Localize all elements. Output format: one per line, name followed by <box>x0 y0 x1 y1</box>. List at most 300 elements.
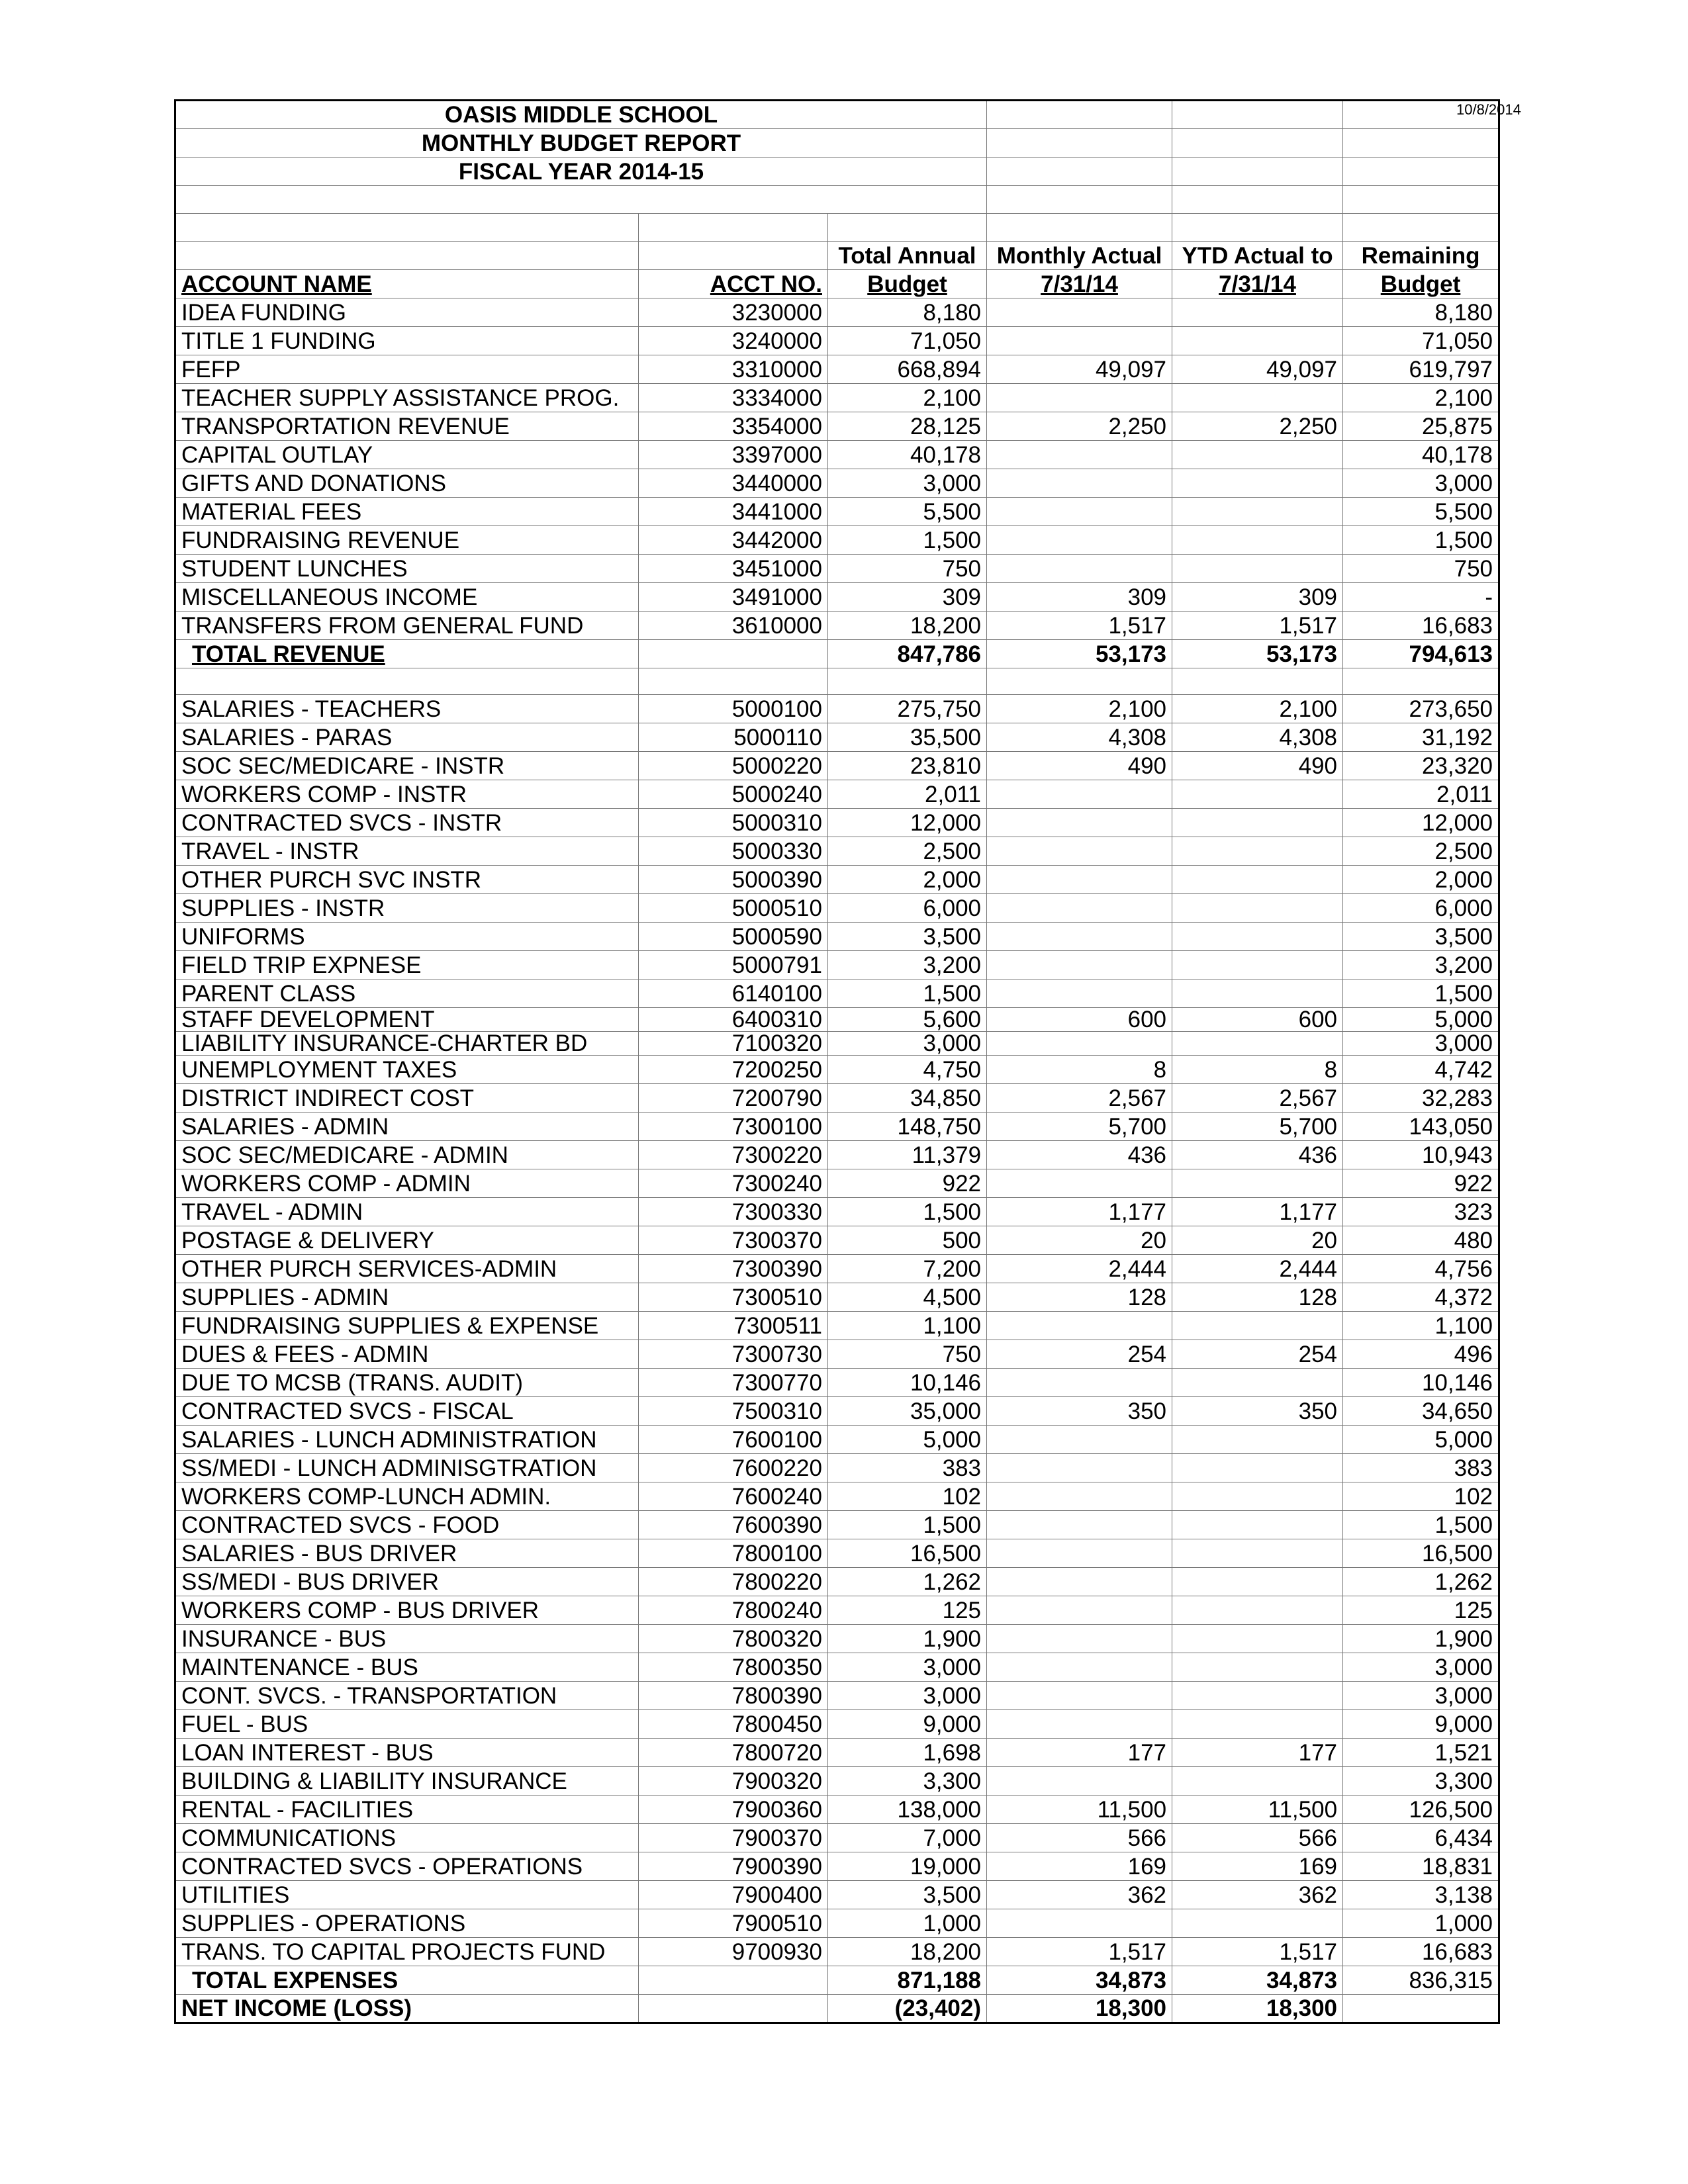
ytd-actual: 436 <box>1172 1141 1343 1169</box>
annual-budget: 19,000 <box>828 1852 987 1881</box>
account-number <box>639 1966 828 1995</box>
table-row <box>175 1169 1499 1198</box>
ytd-actual <box>1172 1568 1343 1596</box>
table-row <box>175 583 1499 612</box>
account-number: 7900390 <box>639 1852 828 1881</box>
table-row <box>175 1796 1499 1824</box>
ytd-actual <box>1172 1369 1343 1397</box>
table-row <box>175 1710 1499 1739</box>
remaining-budget: 922 <box>1343 1169 1499 1198</box>
account-name: SALARIES - ADMIN <box>175 1113 639 1141</box>
monthly-actual <box>987 327 1172 355</box>
account-number: 3397000 <box>639 441 828 469</box>
monthly-actual: 49,097 <box>987 355 1172 384</box>
table-row <box>175 837 1499 866</box>
account-name: CONTRACTED SVCS - FISCAL <box>175 1397 639 1426</box>
annual-budget: 309 <box>828 583 987 612</box>
annual-budget: 125 <box>828 1596 987 1625</box>
ytd-actual: 34,873 <box>1172 1966 1343 1995</box>
account-number: 3610000 <box>639 612 828 640</box>
monthly-actual <box>987 1682 1172 1710</box>
budget-report-table <box>174 99 1500 2024</box>
ytd-actual: 254 <box>1172 1340 1343 1369</box>
account-name: SALARIES - TEACHERS <box>175 695 639 723</box>
monthly-actual <box>987 1454 1172 1482</box>
ytd-actual <box>1172 298 1343 327</box>
monthly-actual <box>987 979 1172 1008</box>
ytd-actual <box>1172 1032 1343 1056</box>
monthly-actual <box>987 1482 1172 1511</box>
remaining-budget: 273,650 <box>1343 695 1499 723</box>
account-name: UNIFORMS <box>175 923 639 951</box>
account-number: 3440000 <box>639 469 828 498</box>
ytd-actual <box>1172 1625 1343 1653</box>
remaining-budget: 2,011 <box>1343 780 1499 809</box>
remaining-budget: 1,262 <box>1343 1568 1499 1596</box>
account-number: 5000240 <box>639 780 828 809</box>
ytd-actual: 53,173 <box>1172 640 1343 668</box>
account-number: 5000330 <box>639 837 828 866</box>
header-account-name: ACCOUNT NAME <box>175 270 639 298</box>
account-name: CONT. SVCS. - TRANSPORTATION <box>175 1682 639 1710</box>
title-row <box>175 129 1499 158</box>
annual-budget: 2,100 <box>828 384 987 412</box>
table-row <box>175 1283 1499 1312</box>
net-income-row <box>175 1995 1499 2023</box>
remaining-budget: 10,146 <box>1343 1369 1499 1397</box>
remaining-budget: 6,000 <box>1343 894 1499 923</box>
table-row <box>175 384 1499 412</box>
table-row <box>175 327 1499 355</box>
ytd-actual <box>1172 1682 1343 1710</box>
remaining-budget: 5,000 <box>1343 1008 1499 1032</box>
remaining-budget: 31,192 <box>1343 723 1499 752</box>
ytd-actual: 4,308 <box>1172 723 1343 752</box>
monthly-actual: 254 <box>987 1340 1172 1369</box>
remaining-budget: 323 <box>1343 1198 1499 1226</box>
monthly-actual: 2,444 <box>987 1255 1172 1283</box>
annual-budget: 4,750 <box>828 1056 987 1084</box>
account-name: WORKERS COMP - INSTR <box>175 780 639 809</box>
account-name: UNEMPLOYMENT TAXES <box>175 1056 639 1084</box>
ytd-actual: 177 <box>1172 1739 1343 1767</box>
annual-budget: 1,262 <box>828 1568 987 1596</box>
account-name: TOTAL REVENUE <box>175 640 639 668</box>
remaining-budget: 619,797 <box>1343 355 1499 384</box>
remaining-budget: 3,000 <box>1343 1032 1499 1056</box>
monthly-actual: 600 <box>987 1008 1172 1032</box>
annual-budget: 28,125 <box>828 412 987 441</box>
remaining-budget: 16,500 <box>1343 1539 1499 1568</box>
monthly-actual: 53,173 <box>987 640 1172 668</box>
ytd-actual <box>1172 894 1343 923</box>
annual-budget: 2,500 <box>828 837 987 866</box>
table-row <box>175 1596 1499 1625</box>
annual-budget: 7,200 <box>828 1255 987 1283</box>
ytd-actual <box>1172 1653 1343 1682</box>
account-number: 3334000 <box>639 384 828 412</box>
remaining-budget: 126,500 <box>1343 1796 1499 1824</box>
account-number: 7300370 <box>639 1226 828 1255</box>
annual-budget: 3,000 <box>828 1653 987 1682</box>
account-name: UTILITIES <box>175 1881 639 1909</box>
annual-budget: 500 <box>828 1226 987 1255</box>
annual-budget: 5,500 <box>828 498 987 526</box>
account-number: 5000510 <box>639 894 828 923</box>
annual-budget: 1,500 <box>828 1198 987 1226</box>
ytd-actual <box>1172 1426 1343 1454</box>
account-number: 7300770 <box>639 1369 828 1397</box>
account-number: 7800100 <box>639 1539 828 1568</box>
monthly-actual <box>987 526 1172 555</box>
ytd-actual <box>1172 1596 1343 1625</box>
annual-budget: (23,402) <box>828 1995 987 2023</box>
account-number: 3442000 <box>639 526 828 555</box>
remaining-budget: 32,283 <box>1343 1084 1499 1113</box>
account-number: 3310000 <box>639 355 828 384</box>
remaining-budget: 143,050 <box>1343 1113 1499 1141</box>
account-name: TRANS. TO CAPITAL PROJECTS FUND <box>175 1938 639 1966</box>
table-row <box>175 469 1499 498</box>
remaining-budget: 5,000 <box>1343 1426 1499 1454</box>
account-name: DUES & FEES - ADMIN <box>175 1340 639 1369</box>
monthly-actual: 8 <box>987 1056 1172 1084</box>
monthly-actual: 490 <box>987 752 1172 780</box>
table-row <box>175 555 1499 583</box>
remaining-budget: 1,500 <box>1343 526 1499 555</box>
annual-budget: 34,850 <box>828 1084 987 1113</box>
monthly-actual: 18,300 <box>987 1995 1172 2023</box>
account-number: 6140100 <box>639 979 828 1008</box>
monthly-actual: 362 <box>987 1881 1172 1909</box>
account-number: 7800450 <box>639 1710 828 1739</box>
account-name: LIABILITY INSURANCE-CHARTER BD <box>175 1032 639 1056</box>
monthly-actual <box>987 1596 1172 1625</box>
account-name: MAINTENANCE - BUS <box>175 1653 639 1682</box>
annual-budget: 1,500 <box>828 1511 987 1539</box>
annual-budget: 383 <box>828 1454 987 1482</box>
account-name: TITLE 1 FUNDING <box>175 327 639 355</box>
table-row <box>175 1824 1499 1852</box>
table-row <box>175 1568 1499 1596</box>
table-row <box>175 809 1499 837</box>
account-name: MISCELLANEOUS INCOME <box>175 583 639 612</box>
monthly-actual: 20 <box>987 1226 1172 1255</box>
annual-budget: 3,500 <box>828 1881 987 1909</box>
annual-budget: 12,000 <box>828 809 987 837</box>
monthly-actual <box>987 1710 1172 1739</box>
remaining-budget <box>1343 668 1499 695</box>
account-name: OTHER PURCH SVC INSTR <box>175 866 639 894</box>
account-name: CONTRACTED SVCS - OPERATIONS <box>175 1852 639 1881</box>
table-row <box>175 1056 1499 1084</box>
annual-budget: 148,750 <box>828 1113 987 1141</box>
monthly-actual <box>987 469 1172 498</box>
account-name: SOC SEC/MEDICARE - INSTR <box>175 752 639 780</box>
monthly-actual <box>987 923 1172 951</box>
table-row <box>175 979 1499 1008</box>
ytd-actual <box>1172 923 1343 951</box>
account-name: SS/MEDI - BUS DRIVER <box>175 1568 639 1596</box>
account-number: 3230000 <box>639 298 828 327</box>
account-name: WORKERS COMP-LUNCH ADMIN. <box>175 1482 639 1511</box>
header-ytd: YTD Actual to <box>1172 242 1343 270</box>
annual-budget: 23,810 <box>828 752 987 780</box>
ytd-actual: 1,177 <box>1172 1198 1343 1226</box>
header-ytd-date: 7/31/14 <box>1172 270 1343 298</box>
account-name: FUNDRAISING SUPPLIES & EXPENSE <box>175 1312 639 1340</box>
annual-budget: 7,000 <box>828 1824 987 1852</box>
account-number: 7800390 <box>639 1682 828 1710</box>
account-number: 7800320 <box>639 1625 828 1653</box>
account-number: 7900510 <box>639 1909 828 1938</box>
ytd-actual <box>1172 1767 1343 1796</box>
monthly-actual: 309 <box>987 583 1172 612</box>
annual-budget: 138,000 <box>828 1796 987 1824</box>
header-row <box>175 270 1499 298</box>
table-row <box>175 1739 1499 1767</box>
table-row <box>175 1653 1499 1682</box>
annual-budget <box>828 668 987 695</box>
ytd-actual <box>1172 441 1343 469</box>
remaining-budget: 836,315 <box>1343 1966 1499 1995</box>
monthly-actual <box>987 1426 1172 1454</box>
table-row <box>175 355 1499 384</box>
annual-budget: 1,500 <box>828 979 987 1008</box>
table-row <box>175 1852 1499 1881</box>
annual-budget: 750 <box>828 555 987 583</box>
account-name: NET INCOME (LOSS) <box>175 1995 639 2023</box>
account-number: 7900370 <box>639 1824 828 1852</box>
annual-budget: 668,894 <box>828 355 987 384</box>
ytd-actual: 2,100 <box>1172 695 1343 723</box>
account-number: 9700930 <box>639 1938 828 1966</box>
annual-budget: 11,379 <box>828 1141 987 1169</box>
account-name: BUILDING & LIABILITY INSURANCE <box>175 1767 639 1796</box>
account-number <box>639 668 828 695</box>
monthly-actual <box>987 780 1172 809</box>
monthly-actual <box>987 1312 1172 1340</box>
remaining-budget: 4,756 <box>1343 1255 1499 1283</box>
annual-budget: 1,000 <box>828 1909 987 1938</box>
account-number: 7100320 <box>639 1032 828 1056</box>
ytd-actual <box>1172 780 1343 809</box>
account-name: TEACHER SUPPLY ASSISTANCE PROG. <box>175 384 639 412</box>
account-name: SUPPLIES - ADMIN <box>175 1283 639 1312</box>
monthly-actual <box>987 441 1172 469</box>
table-row <box>175 951 1499 979</box>
account-name: INSURANCE - BUS <box>175 1625 639 1653</box>
remaining-budget: 3,138 <box>1343 1881 1499 1909</box>
account-name: IDEA FUNDING <box>175 298 639 327</box>
table-row <box>175 1426 1499 1454</box>
ytd-actual <box>1172 1482 1343 1511</box>
account-name: SOC SEC/MEDICARE - ADMIN <box>175 1141 639 1169</box>
annual-budget: 18,200 <box>828 1938 987 1966</box>
account-number: 7800240 <box>639 1596 828 1625</box>
ytd-actual <box>1172 951 1343 979</box>
account-number: 7300330 <box>639 1198 828 1226</box>
remaining-budget: 34,650 <box>1343 1397 1499 1426</box>
account-name: LOAN INTEREST - BUS <box>175 1739 639 1767</box>
account-name: CONTRACTED SVCS - FOOD <box>175 1511 639 1539</box>
monthly-actual <box>987 1032 1172 1056</box>
annual-budget: 750 <box>828 1340 987 1369</box>
table-row <box>175 441 1499 469</box>
monthly-actual: 169 <box>987 1852 1172 1881</box>
annual-budget: 275,750 <box>828 695 987 723</box>
remaining-budget: 9,000 <box>1343 1710 1499 1739</box>
monthly-actual <box>987 894 1172 923</box>
remaining-budget: 794,613 <box>1343 640 1499 668</box>
account-name: RENTAL - FACILITIES <box>175 1796 639 1824</box>
account-number: 5000220 <box>639 752 828 780</box>
monthly-actual: 1,517 <box>987 1938 1172 1966</box>
monthly-actual: 2,100 <box>987 695 1172 723</box>
total-revenue-row <box>175 640 1499 668</box>
ytd-actual <box>1172 555 1343 583</box>
table-row <box>175 612 1499 640</box>
remaining-budget: 1,500 <box>1343 1511 1499 1539</box>
annual-budget: 3,000 <box>828 1682 987 1710</box>
remaining-budget: 71,050 <box>1343 327 1499 355</box>
monthly-actual: 128 <box>987 1283 1172 1312</box>
account-name: CAPITAL OUTLAY <box>175 441 639 469</box>
account-name: TOTAL EXPENSES <box>175 1966 639 1995</box>
table-row <box>175 780 1499 809</box>
ytd-actual: 309 <box>1172 583 1343 612</box>
account-number: 5000791 <box>639 951 828 979</box>
report-date: 10/8/2014 <box>1456 101 1521 118</box>
account-name: WORKERS COMP - BUS DRIVER <box>175 1596 639 1625</box>
monthly-actual <box>987 1369 1172 1397</box>
annual-budget: 35,000 <box>828 1397 987 1426</box>
title-row <box>175 158 1499 186</box>
table-row <box>175 1312 1499 1340</box>
ytd-actual: 1,517 <box>1172 612 1343 640</box>
account-name: SALARIES - PARAS <box>175 723 639 752</box>
table-row <box>175 695 1499 723</box>
remaining-budget: 3,300 <box>1343 1767 1499 1796</box>
ytd-actual <box>1172 1454 1343 1482</box>
account-number: 7900360 <box>639 1796 828 1824</box>
account-name: FUNDRAISING REVENUE <box>175 526 639 555</box>
annual-budget: 3,000 <box>828 469 987 498</box>
account-number: 5000390 <box>639 866 828 894</box>
report-title: MONTHLY BUDGET REPORT <box>175 129 987 158</box>
ytd-actual <box>1172 469 1343 498</box>
annual-budget: 71,050 <box>828 327 987 355</box>
ytd-actual: 566 <box>1172 1824 1343 1852</box>
remaining-budget: 8,180 <box>1343 298 1499 327</box>
account-number: 7600220 <box>639 1454 828 1482</box>
remaining-budget: 496 <box>1343 1340 1499 1369</box>
header-acct-no: ACCT NO. <box>639 270 828 298</box>
annual-budget: 40,178 <box>828 441 987 469</box>
account-name: MATERIAL FEES <box>175 498 639 526</box>
ytd-actual: 5,700 <box>1172 1113 1343 1141</box>
remaining-budget: 125 <box>1343 1596 1499 1625</box>
annual-budget: 3,300 <box>828 1767 987 1796</box>
annual-budget: 8,180 <box>828 298 987 327</box>
ytd-actual <box>1172 1909 1343 1938</box>
table-row <box>175 723 1499 752</box>
annual-budget: 922 <box>828 1169 987 1198</box>
table-row <box>175 1032 1499 1056</box>
annual-budget: 1,900 <box>828 1625 987 1653</box>
monthly-actual: 1,517 <box>987 612 1172 640</box>
account-name: FEFP <box>175 355 639 384</box>
ytd-actual <box>1172 1710 1343 1739</box>
header-monthly-date: 7/31/14 <box>987 270 1172 298</box>
monthly-actual: 436 <box>987 1141 1172 1169</box>
remaining-budget: 3,500 <box>1343 923 1499 951</box>
remaining-budget: 10,943 <box>1343 1141 1499 1169</box>
ytd-actual <box>1172 668 1343 695</box>
account-name: GIFTS AND DONATIONS <box>175 469 639 498</box>
table-row <box>175 1084 1499 1113</box>
monthly-actual <box>987 1539 1172 1568</box>
ytd-actual <box>1172 1169 1343 1198</box>
account-number: 7300390 <box>639 1255 828 1283</box>
account-number: 3441000 <box>639 498 828 526</box>
account-number: 7200250 <box>639 1056 828 1084</box>
monthly-actual <box>987 555 1172 583</box>
remaining-budget: 1,521 <box>1343 1739 1499 1767</box>
table-row <box>175 1909 1499 1938</box>
monthly-actual: 4,308 <box>987 723 1172 752</box>
annual-budget: 10,146 <box>828 1369 987 1397</box>
monthly-actual <box>987 1653 1172 1682</box>
account-name: PARENT CLASS <box>175 979 639 1008</box>
account-number <box>639 640 828 668</box>
account-number: 7200790 <box>639 1084 828 1113</box>
account-name: SUPPLIES - INSTR <box>175 894 639 923</box>
table-row <box>175 1539 1499 1568</box>
remaining-budget: 16,683 <box>1343 612 1499 640</box>
title-row <box>175 101 1499 129</box>
ytd-actual: 20 <box>1172 1226 1343 1255</box>
account-name: TRAVEL - INSTR <box>175 837 639 866</box>
remaining-budget: 12,000 <box>1343 809 1499 837</box>
table-row <box>175 894 1499 923</box>
remaining-budget: 1,500 <box>1343 979 1499 1008</box>
ytd-actual: 362 <box>1172 1881 1343 1909</box>
table-row <box>175 1511 1499 1539</box>
remaining-budget: 383 <box>1343 1454 1499 1482</box>
monthly-actual <box>987 837 1172 866</box>
annual-budget: 9,000 <box>828 1710 987 1739</box>
ytd-actual <box>1172 866 1343 894</box>
remaining-budget: 40,178 <box>1343 441 1499 469</box>
table-row <box>175 526 1499 555</box>
remaining-budget: 3,000 <box>1343 1682 1499 1710</box>
header-remaining-sub: Budget <box>1343 270 1499 298</box>
monthly-actual <box>987 1511 1172 1539</box>
annual-budget: 102 <box>828 1482 987 1511</box>
school-name: OASIS MIDDLE SCHOOL <box>175 101 987 129</box>
monthly-actual <box>987 1568 1172 1596</box>
account-number: 7900400 <box>639 1881 828 1909</box>
ytd-actual: 49,097 <box>1172 355 1343 384</box>
remaining-budget <box>1343 1995 1499 2023</box>
annual-budget: 847,786 <box>828 640 987 668</box>
remaining-budget: 5,500 <box>1343 498 1499 526</box>
account-number: 7800350 <box>639 1653 828 1682</box>
account-name: TRANSPORTATION REVENUE <box>175 412 639 441</box>
table-row <box>175 1198 1499 1226</box>
annual-budget: 2,000 <box>828 866 987 894</box>
